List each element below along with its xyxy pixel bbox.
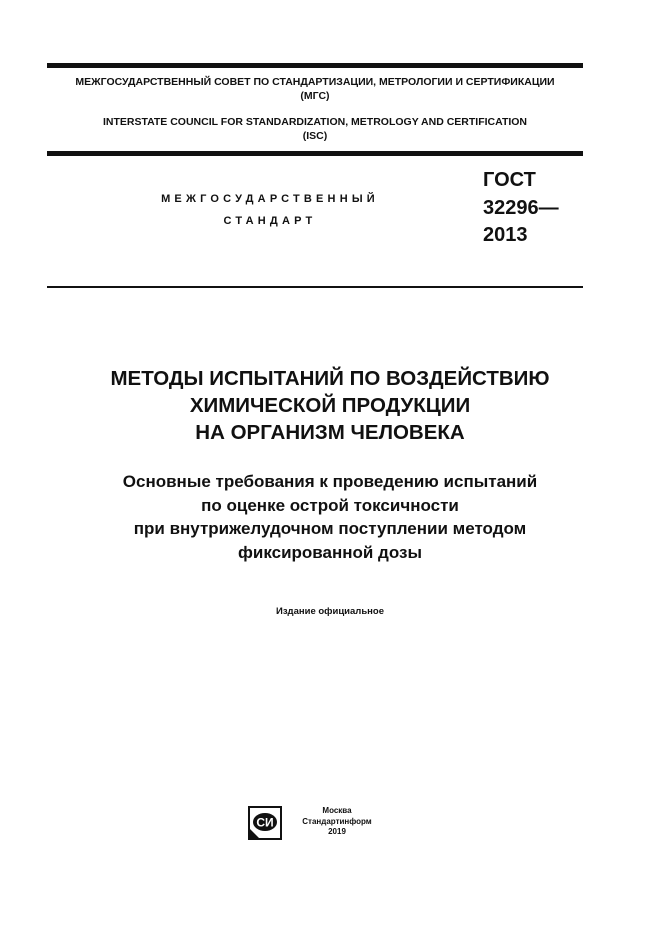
gost-designation [483, 167, 559, 250]
standartinform-logo-icon [248, 806, 282, 840]
council-en [47, 115, 583, 143]
publisher-imprint [292, 806, 382, 838]
council-ru [47, 75, 583, 103]
standard-kind-line1: МЕЖГОСУДАРСТВЕННЫЙ [161, 193, 379, 205]
publisher-year: 2019 [328, 827, 346, 836]
standard-kind-line2: СТАНДАРТ [223, 215, 317, 227]
gost-year: 2013 [483, 224, 528, 246]
subtitle-line: при внутрижелудочном поступлении методом [133, 519, 527, 538]
gost-label: ГОСТ [483, 169, 536, 191]
publisher-name: Стандартинформ [302, 816, 372, 826]
title-line: НА ОРГАНИЗМ ЧЕЛОВЕКА [195, 421, 465, 444]
gost-number: 32296— [483, 196, 559, 219]
council-en-name: INTERSTATE COUNCIL FOR STANDARDIZATION, METROLOGY AND CERTIFICATION [102, 116, 528, 128]
standard-kind [120, 188, 420, 232]
designation-rule [47, 286, 583, 288]
council-en-abbr: (ISC) [302, 130, 328, 142]
title-line: ХИМИЧЕСКОЙ ПРОДУКЦИИ [189, 394, 471, 417]
edition-note: Издание официальное [276, 606, 384, 617]
subtitle-line: фиксированной дозы [238, 542, 422, 562]
publisher-city: Москва [322, 806, 352, 815]
logo-letters: СИ [256, 815, 274, 830]
subtitle-line: Основные требования к проведению испытаний [122, 472, 538, 491]
document-title [30, 365, 630, 446]
council-ru-abbr: (МГС) [300, 90, 330, 102]
subtitle-line: по оценке острой токсичности [201, 495, 459, 515]
document-subtitle [30, 470, 630, 564]
top-rule [47, 63, 583, 68]
council-ru-name: МЕЖГОСУДАРСТВЕННЫЙ СОВЕТ ПО СТАНДАРТИЗАЦИИ, МЕТРОЛОГИИ И СЕРТИФИКАЦИИ [75, 76, 555, 88]
header-bottom-rule [47, 151, 583, 156]
title-line: МЕТОДЫ ИСПЫТАНИЙ ПО ВОЗДЕЙСТВИЮ [110, 367, 550, 390]
